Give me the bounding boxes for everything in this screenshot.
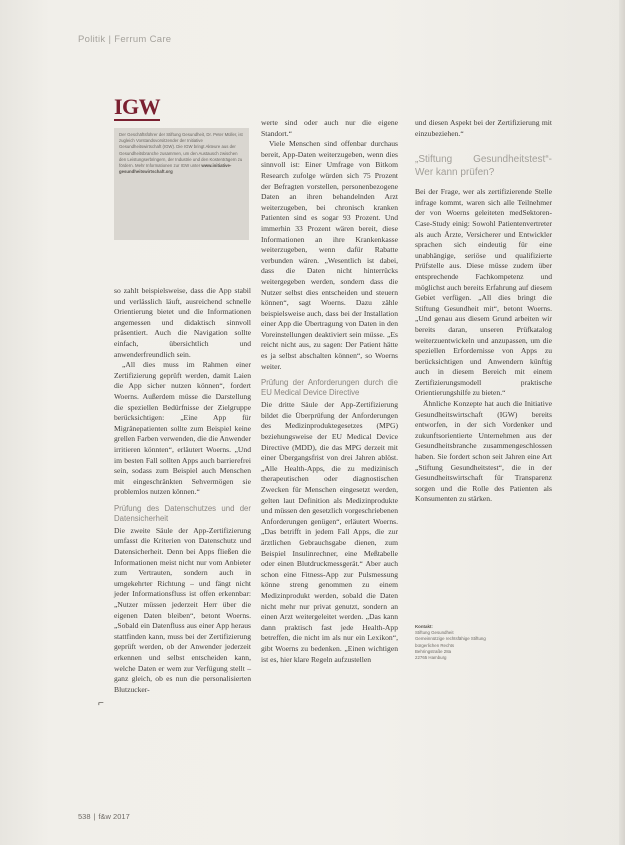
contact-title: Kontakt: <box>415 624 433 629</box>
col2-paragraph-1: werte sind oder auch nur die eigene Standort.“ <box>261 118 398 138</box>
contact-line: 22765 Hamburg <box>415 655 447 661</box>
col3-paragraph-3: Ähnliche Konzepte hat auch die Initiative Gesundheitswirtschaft (IGW) bereits entworfen, in der sich Vordenker und zukunftsorientierte Unternehmen aus der Gesundheitsbranche zusammengeschlossen haben. Sie fordert schon seit Jahren eine Art „Stiftung Gesundheitstest“, die in der Gesundheitswirtschaft für Transparenz sorgen und die Rolle des Patienten als Konsumenten zu stärken. <box>415 399 552 504</box>
col2-paragraph-3: Die dritte Säule der App-Zertifizierung bildet die Überprüfung der Anforderungen des Medizinproduktegesetzes (MPG) beziehungsweise der EU Medical Device Directive (MDD), die das MPG derzeit mit einer Übergangsfrist von drei Jahren ablöst. „Alle Health-Apps, die zu medizinisch therapeutischen oder diagnostischen Zwecken für Menschen eingesetzt werden, gelten laut Definition als Medizinprodukte und müssen den gesetzlich vorgeschriebenen Anforderungen genügen“, erläutert Woerns. „Das betrifft in jedem Fall Apps, die zur ärztlichen Gebrauchsgabe dienen, zum Beispiel Insulinrechner, eine Meßtabelle oder einen Blutdruckmessgerät.“ Aber auch schon eine Fitness-App zur Pulsmessung könne streng genommen zu einem Medizinprodukt werden, sobald die Daten nicht mehr nur privat genutzt, sondern an einen Arzt weitergeleitet werden. „Das kann dann praktisch fast jede Health-App betreffen, die nicht im als nur ein Lexikon“, gibt Woerns zu bedenken. „Einen wichtigen ist es, hier klare Regeln aufzustellen <box>261 400 398 664</box>
igw-info-body: Der Geschäftsführer der Stiftung Gesundheit, Dr. Peter Müller, ist zugleich Vorstandsvorsitzender der Initiative Gesundheitswirtschaft (IGW). Die IGW bringt Akteure aus der Gesundheitsbranche zusammen, um den Austausch zwischen den Leistungserbringern, der Industrie und den Kostenträgern zu fördern. Mehr Informationen zur IGW unter <box>119 132 243 169</box>
col3-paragraph-2: Bei der Frage, wer als zertifizierende Stelle infrage kommt, waren sich alle Teilnehmer der von Woerns geleiteten medSektoren-Case-Study einig: Sowohl Patientenvertreter als auch Ärzte, Versicherer und Entwickler sprachen sich eindeutig für eine unabhängige, seriöse und qualifizierte Prüfstelle aus. Diese müsse zudem über entsprechende Fachkompetenz und möglichst auch bereits Erfahrung auf diesem Gebiet verfügen. „All dies bringt die Stiftung Gesundheit mit“, betont Woerns. „Und genau aus diesem Grund arbeiten wir bereits daran, unseren Prüfkatalog weiterzuentwickeln und anzupassen, um die speziellen Erfordernisse von Apps zu berücksichtigen und Anwendern künftig auch in diesem Bereich mit einem Zertifizierungsmodell praktische Orientierungshilfe zu bieten.“ <box>415 187 552 398</box>
igw-info-link[interactable]: www.initiative-gesundheitswirtschaft.org <box>119 163 232 175</box>
margin-pen-mark: ⌐ <box>98 698 104 709</box>
contact-line: bürgerlichen Rechts <box>415 642 455 648</box>
col3-paragraph-1: und diesen Aspekt bei der Zertifizierung mit einzubeziehen.“ <box>415 118 552 138</box>
col1-paragraph-3: Die zweite Säule der App-Zertifizierung umfasst die Kriterien von Datenschutz und Datensicherheit. Denn bei Apps fließen die Informationen meist nicht nur vom Anbieter zum Vertrauten, sondern auch in umgekehrter Richtung – und fängt nicht jeder Informationsfluss ist offen erkennbar: „Nutzer müssen jederzeit Herr über die eigenen Daten bleiben“, betont Woerns. „Sobald ein Datenfluss aus einer App heraus stattfinden kann, muss bei der Zertifizierung geprüft werden, ob der Anwender jederzeit erkennen und selbst entscheiden kann, welche Daten er wem zur Verfügung stellt – ganz gleich, ob es nun die personalisierten Blutzucker- <box>114 525 251 694</box>
contact-line: Behringstraße 28a <box>415 648 452 654</box>
col1-paragraph-2: „All dies muss im Rahmen einer Zertifizierung geprüft werden, damit Laien die App sicher nutzen können“, fordert Woerns. Außerdem müsse die Darstellung die speziellen Bedürfnisse der Zielgruppe berücksichtigen: „Eine App für Migränepatienten sollte zum Beispiel keine grellen Farben verwenden, die die Anwender irritieren könnten“, erläutert Woerns. „Und im besten Fall sollten Apps auch barrierefrei sein, sodass zum Beispiel auch Menschen mit eingeschränkten Sehvermögen sie problemlos nutzen können.“ <box>114 360 251 497</box>
magazine-issue: f&w 2017 <box>98 812 130 821</box>
contact-footnote <box>415 624 515 661</box>
igw-info-box <box>114 128 249 240</box>
col2-subheading-medical-device: Prüfung der Anforderungen durch die EU Medical Device Directive <box>261 378 398 398</box>
header-section: Politik <box>78 34 106 45</box>
text-column-1 <box>114 286 251 695</box>
col1-paragraph-1: so zahlt beispielsweise, dass die App stabil und verlässlich läuft, ausreichend schnelle Orientierung bietet und die Informationen angemessen und didaktisch sinnvoll präsentiert. Auch die Navigation sollte einfach, übersichtlich und anwenderfreundlich sein. <box>114 286 251 359</box>
igw-logo-rule <box>114 119 160 121</box>
igw-info-text <box>114 128 249 179</box>
contact-line: Gemeinnützige rechtsfähige Stiftung <box>415 636 486 642</box>
igw-logo <box>114 96 162 122</box>
col3-heading-who-can-test: „Stiftung Gesundheitstest“- Wer kann prüfen? <box>415 154 552 179</box>
col2-paragraph-2: Viele Menschen sind offenbar durchaus bereit, App-Daten weiterzugeben, wenn dies sinnvoll ist: Einer Umfrage von Bitkom Research zufolge würden sich 75 Prozent der Befragten vorstellen, personenbezogene Daten an ihren behandelnden Arzt weiterzugeben, bei chronisch kranken Patienten sind es sogar 93 Prozent. Und immerhin 33 Prozent wären bereit, diese Informationen an ihre Krankenkasse weiterzugeben, wenn dafür Rabatte verbunden wären. „Wesentlich ist dabei, dass die Daten nicht hinterrücks weitergegeben werden, sondern dass die Nutzer selbst dies entscheiden und steuern können“, sagt Woerns. Dazu zähle beispielsweise auch, dass bei der Installation einer App die Übertragung von Daten in den Voreinstellungen deaktiviert sein müsse. „Es reicht nicht aus, zu sagen: Der Patient hätte es ja selbst abschalten können“, so Woerns weiter. <box>261 139 398 371</box>
header-subsection: Ferrum Care <box>114 34 172 45</box>
contact-line: Stiftung Gesundheit <box>415 630 454 636</box>
footer-separator: | <box>93 812 96 821</box>
page-footer <box>78 812 130 821</box>
col1-subheading-data-protection: Prüfung des Datenschutzes und der Datensicherheit <box>114 503 251 523</box>
igw-logo-text: IGW <box>114 94 161 119</box>
text-column-2 <box>261 118 398 665</box>
header-separator: | <box>108 34 112 45</box>
text-column-3 <box>415 118 552 505</box>
page-edge-shadow <box>619 0 625 845</box>
page-number: 538 <box>78 812 91 821</box>
running-header <box>78 34 171 45</box>
